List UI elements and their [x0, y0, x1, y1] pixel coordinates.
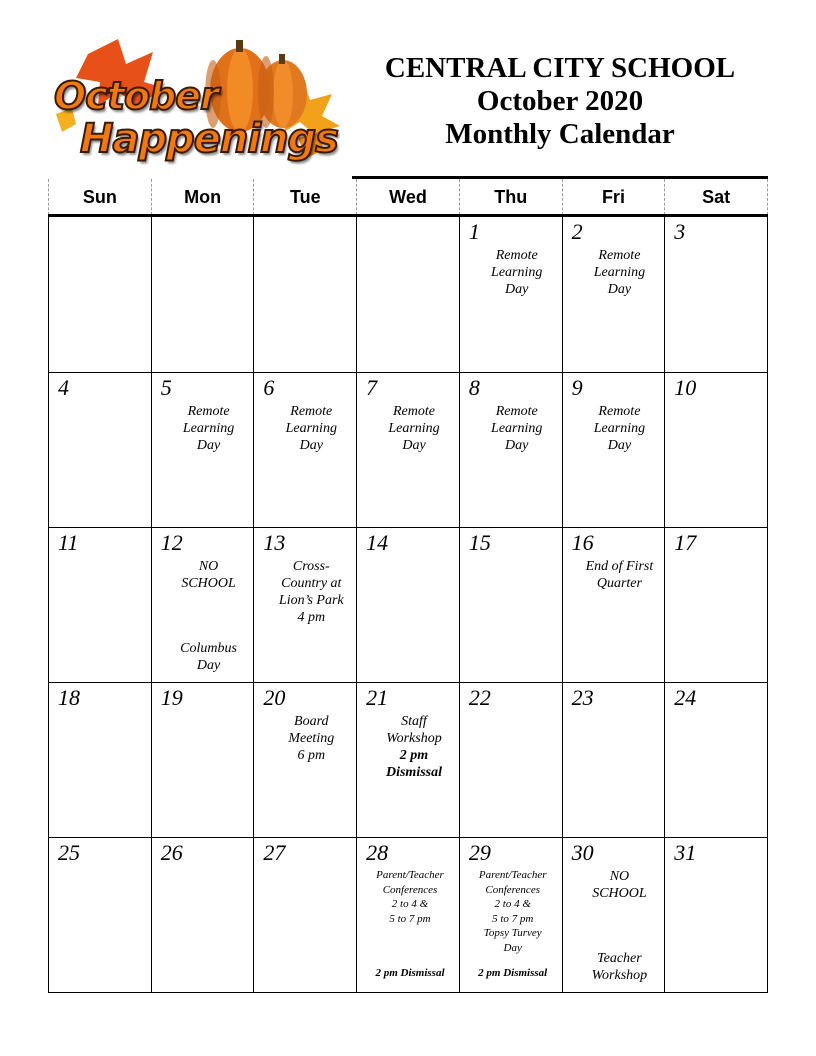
weekday-fri: Fri — [562, 179, 665, 215]
day-number: 16 — [571, 530, 594, 555]
event-line: Remote — [290, 404, 333, 419]
day-cell-5 — [152, 372, 255, 527]
event-line: Day — [505, 438, 529, 453]
day-number: 15 — [468, 530, 491, 555]
day-number: 22 — [468, 685, 491, 710]
calendar-title — [352, 52, 768, 151]
event-line: Meeting — [288, 731, 335, 746]
event-line-bold: Dismissal — [385, 765, 442, 780]
event-note — [577, 558, 663, 592]
day-number: 5 — [160, 375, 172, 400]
event-line: Conferences — [485, 883, 540, 896]
event-line: NO — [609, 869, 630, 884]
event-line: 5 to 7 pm — [389, 912, 431, 925]
event-note — [474, 247, 560, 298]
day-cell-4 — [49, 372, 152, 527]
school-name: CENTRAL CITY SCHOOL — [384, 52, 736, 84]
day-cell-31 — [665, 837, 768, 992]
weekday-tue: Tue — [253, 179, 356, 215]
day-number: 23 — [571, 685, 594, 710]
event-line: Day — [505, 282, 529, 297]
day-cell-9 — [563, 372, 666, 527]
logo-happenings-text: Happenings — [80, 116, 338, 162]
day-number: 7 — [366, 375, 378, 400]
day-cell-14 — [357, 527, 460, 682]
day-number: 20 — [263, 685, 286, 710]
day-cell-28 — [357, 837, 460, 992]
day-cell-6 — [254, 372, 357, 527]
day-cell-8 — [460, 372, 563, 527]
october-happenings-logo — [48, 34, 352, 174]
event-note — [577, 868, 663, 902]
event-line: 4 pm — [297, 610, 326, 625]
day-cell-22 — [460, 682, 563, 837]
weekday-sun: Sun — [48, 179, 151, 215]
day-number: 3 — [674, 219, 686, 244]
day-cell-13 — [254, 527, 357, 682]
event-line: Columbus — [180, 641, 237, 656]
day-number: 21 — [366, 685, 389, 710]
event-note — [166, 403, 252, 454]
event-line: Learning — [593, 421, 646, 436]
event-line: Learning — [285, 421, 337, 436]
event-line: Learning — [491, 421, 543, 436]
event-note — [371, 403, 457, 454]
day-number: 8 — [468, 375, 480, 400]
event-note — [268, 713, 354, 764]
event-line: NO — [198, 559, 219, 574]
empty-day-cell — [357, 217, 460, 372]
event-line: 2 to 4 & — [391, 898, 429, 910]
event-line: End of First — [585, 559, 654, 574]
event-line: Learning — [593, 265, 646, 280]
event-line: Remote — [187, 404, 230, 419]
event-line: Teacher — [597, 951, 642, 966]
event-note — [474, 403, 560, 454]
event-line: SCHOOL — [592, 886, 647, 901]
day-cell-26 — [152, 837, 255, 992]
event-line: Staff — [401, 714, 427, 729]
event-line: Remote — [495, 404, 538, 419]
event-line: Day — [607, 282, 632, 297]
event-line: Remote — [495, 248, 538, 263]
day-number: 18 — [58, 685, 80, 710]
month-year: October 2020 — [476, 85, 644, 117]
day-number: 24 — [674, 685, 697, 710]
event-note — [363, 966, 457, 980]
empty-day-cell — [254, 217, 357, 372]
event-line: Learning — [182, 421, 235, 436]
event-note — [577, 950, 663, 984]
weekday-thu: Thu — [459, 179, 562, 215]
day-number: 29 — [468, 840, 491, 865]
day-cell-20 — [254, 682, 357, 837]
event-note — [577, 247, 663, 298]
logo-october-text: October — [54, 74, 218, 118]
event-note — [577, 403, 663, 454]
event-line: Day — [299, 438, 323, 453]
day-cell-1 — [460, 217, 563, 372]
day-number: 19 — [160, 685, 183, 710]
calendar-grid — [48, 217, 768, 993]
day-number: 13 — [263, 530, 286, 555]
day-number: 12 — [160, 530, 183, 555]
event-note — [166, 558, 252, 592]
day-cell-29 — [460, 837, 563, 992]
event-line: Lion’s Park — [278, 593, 344, 608]
empty-day-cell — [152, 217, 255, 372]
day-number: 1 — [468, 219, 480, 244]
event-note — [268, 558, 354, 626]
day-number: 10 — [674, 375, 697, 400]
event-line: Remote — [598, 248, 641, 263]
day-cell-7 — [357, 372, 460, 527]
event-line: Board — [294, 714, 329, 729]
day-number: 6 — [263, 375, 275, 400]
day-cell-27 — [254, 837, 357, 992]
event-line: Quarter — [596, 576, 642, 591]
day-number: 4 — [58, 375, 69, 400]
day-cell-10 — [665, 372, 768, 527]
event-line: Parent/Teacher — [478, 869, 547, 881]
event-note — [466, 868, 560, 955]
day-number: 17 — [674, 530, 697, 555]
event-note — [371, 713, 457, 781]
event-line: 5 to 7 pm — [492, 912, 534, 925]
day-cell-23 — [563, 682, 666, 837]
day-cell-15 — [460, 527, 563, 682]
event-line: 2 to 4 & — [494, 898, 531, 910]
day-number: 31 — [674, 840, 697, 865]
event-line: 2 pm Dismissal — [478, 967, 548, 979]
event-line: Remote — [393, 404, 435, 419]
day-cell-21 — [357, 682, 460, 837]
event-note — [268, 403, 354, 454]
event-note — [166, 640, 252, 674]
event-line: Topsy Turvey — [483, 927, 542, 939]
event-note — [363, 868, 457, 926]
event-line: Day — [402, 438, 426, 453]
day-cell-25 — [49, 837, 152, 992]
day-number: 11 — [58, 530, 79, 555]
event-note — [466, 966, 560, 980]
day-cell-24 — [665, 682, 768, 837]
event-line: Learning — [491, 265, 543, 280]
day-cell-12 — [152, 527, 255, 682]
event-line: Cross- — [292, 559, 330, 574]
event-line: Day — [196, 438, 221, 453]
day-cell-17 — [665, 527, 768, 682]
event-line: 6 pm — [297, 748, 326, 763]
weekday-sat: Sat — [664, 179, 768, 215]
event-line: 2 pm Dismissal — [375, 967, 445, 979]
day-number: 9 — [571, 375, 583, 400]
weekday-wed: Wed — [356, 179, 459, 215]
day-number: 26 — [160, 840, 183, 865]
event-line: Workshop — [386, 731, 442, 746]
day-cell-18 — [49, 682, 152, 837]
day-number: 2 — [571, 219, 583, 244]
day-number: 27 — [263, 840, 286, 865]
event-line: Workshop — [591, 968, 648, 983]
empty-day-cell — [49, 217, 152, 372]
event-line: Day — [503, 941, 522, 954]
day-cell-2 — [563, 217, 666, 372]
day-cell-30 — [563, 837, 666, 992]
event-line: SCHOOL — [181, 576, 236, 591]
calendar-subtitle: Monthly Calendar — [445, 118, 675, 150]
event-line: Day — [196, 658, 221, 673]
event-line-bold: 2 pm — [399, 748, 429, 763]
event-line: Parent/Teacher — [376, 869, 444, 881]
day-number: 14 — [366, 530, 389, 555]
day-number: 30 — [571, 840, 594, 865]
weekday-mon: Mon — [151, 179, 254, 215]
event-line: Remote — [598, 404, 641, 419]
day-cell-16 — [563, 527, 666, 682]
event-line: Learning — [388, 421, 440, 436]
day-cell-19 — [152, 682, 255, 837]
day-cell-11 — [49, 527, 152, 682]
weekday-header — [48, 179, 768, 215]
day-cell-3 — [665, 217, 768, 372]
event-line: Day — [607, 438, 632, 453]
event-line: Country at — [281, 576, 342, 591]
day-number: 25 — [58, 840, 80, 865]
event-line: Conferences — [382, 883, 438, 896]
day-number: 28 — [366, 840, 389, 865]
